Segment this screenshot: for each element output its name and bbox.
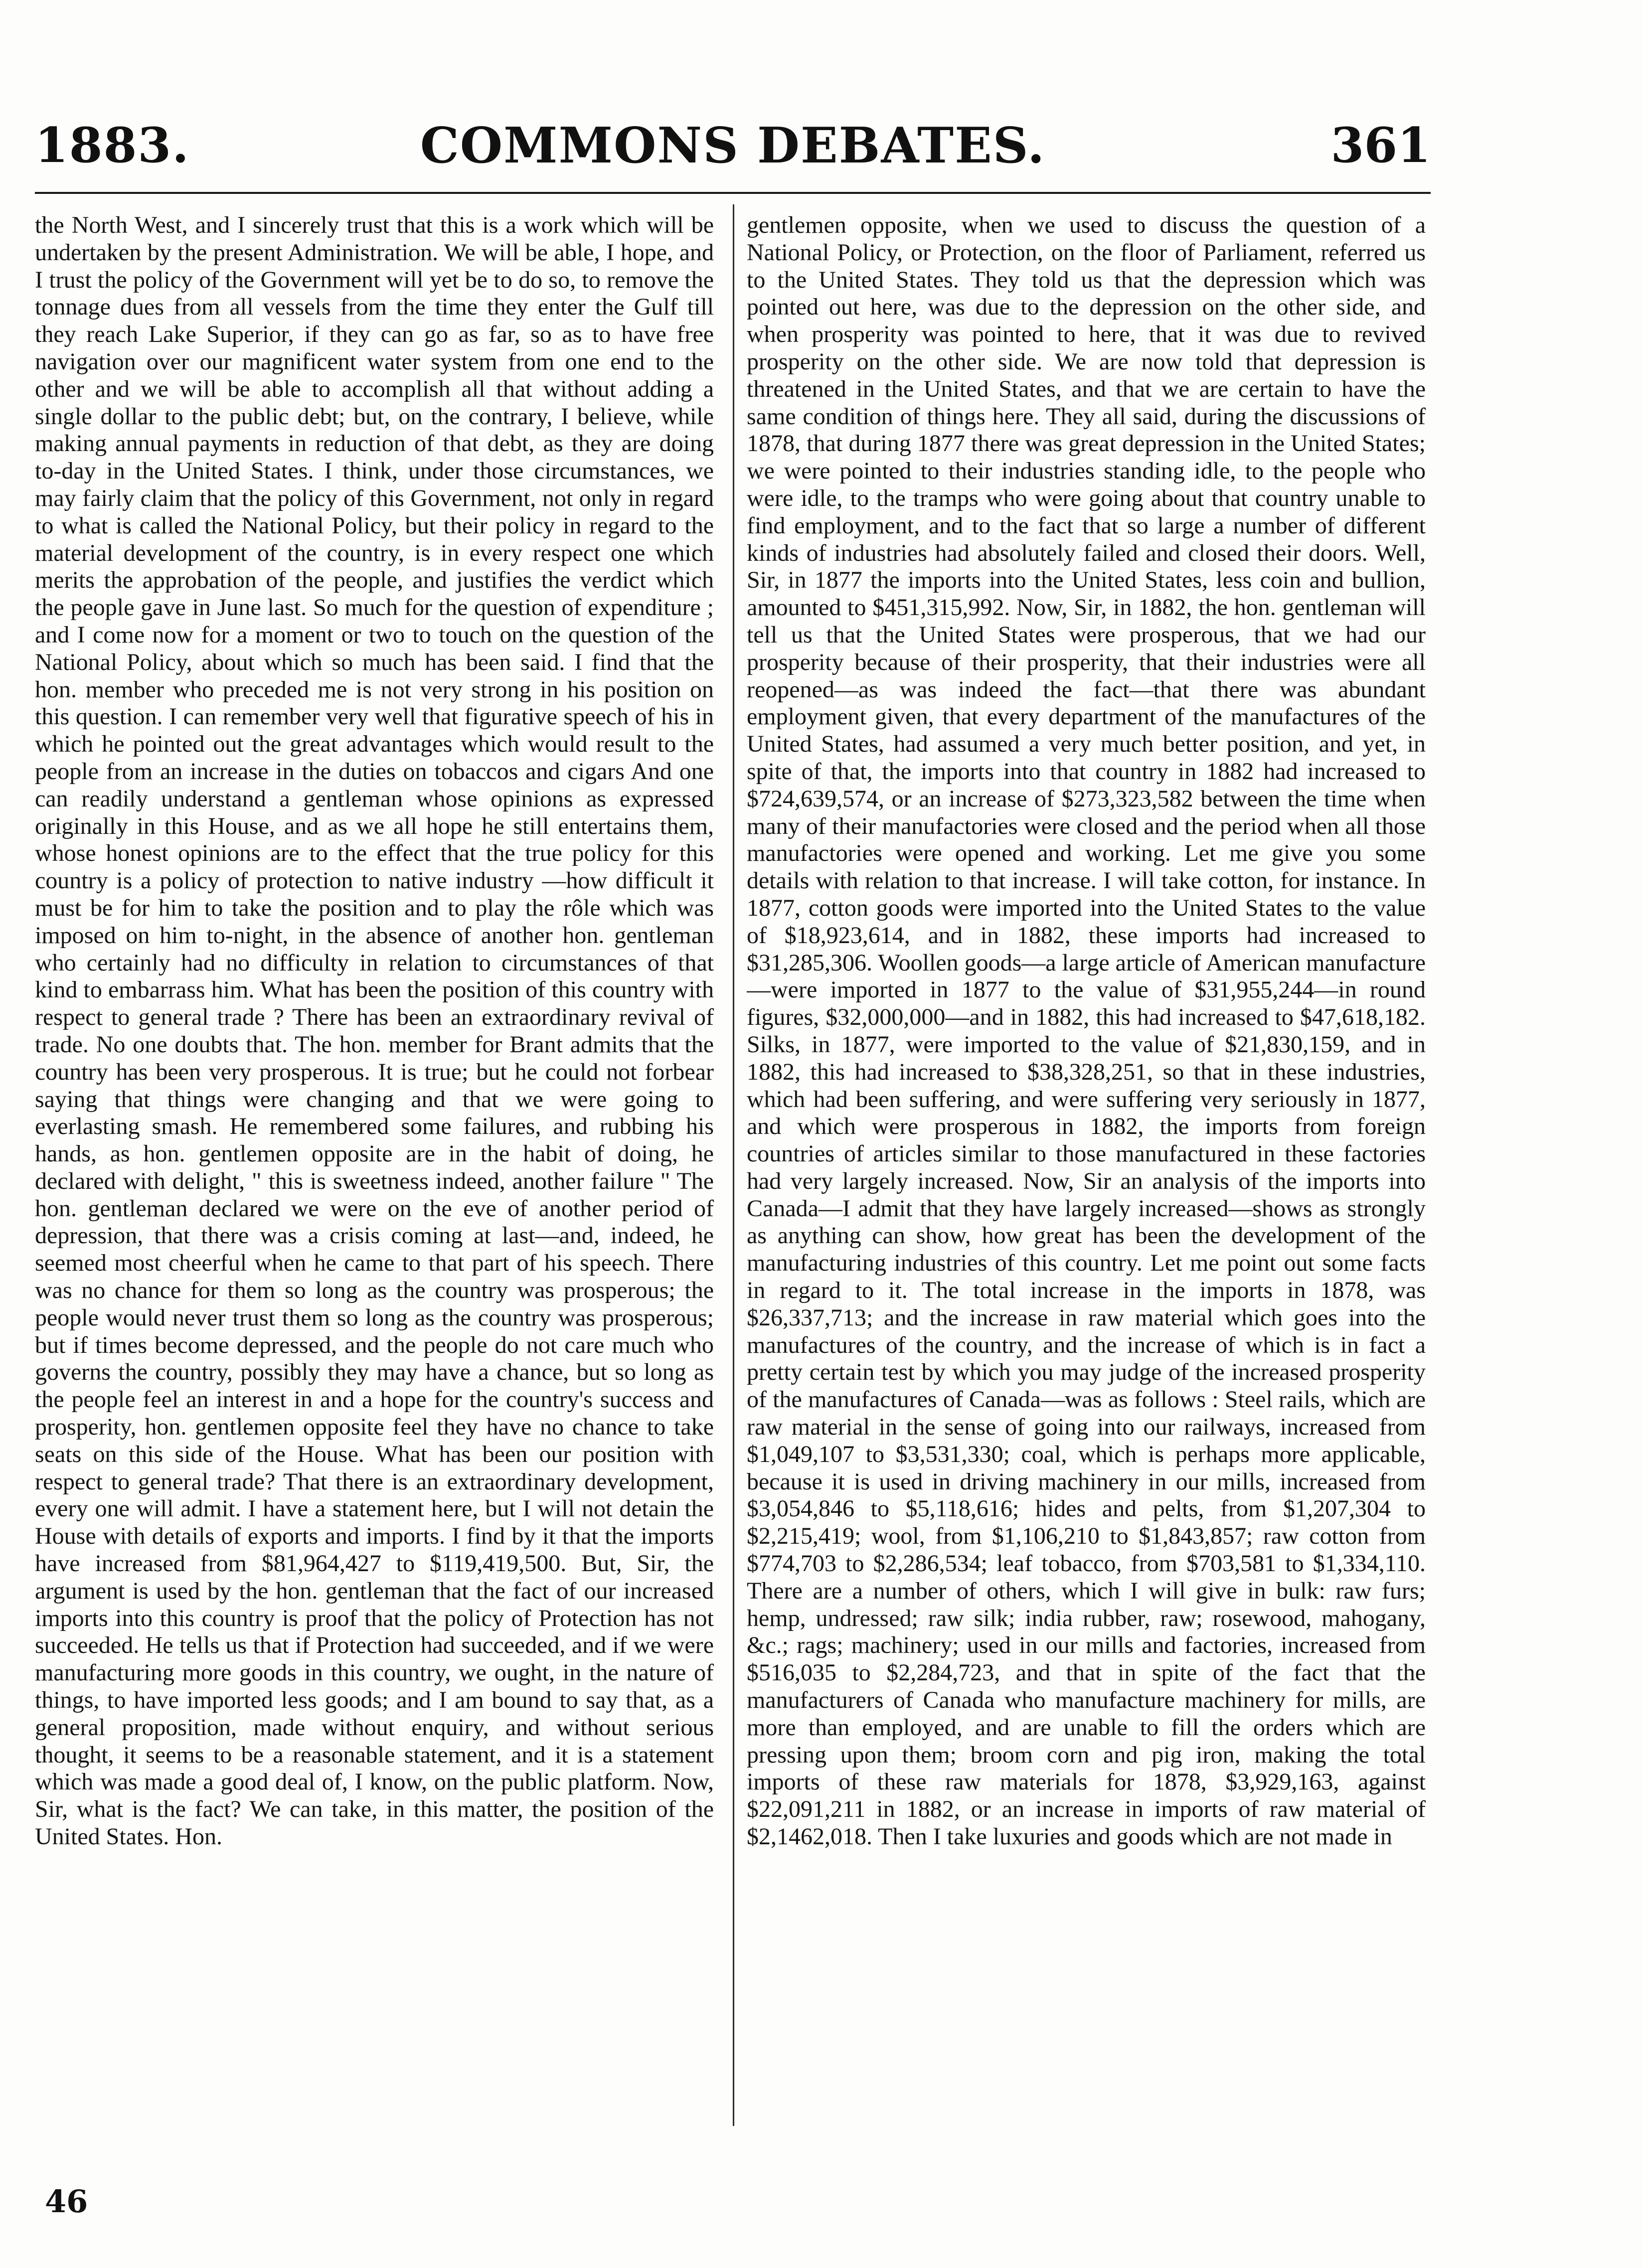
right-column-text: gentlemen opposite, when we used to discuss the question of a National Policy, or Protection, on the floor of Parliament, referred us to the United States. They told us that the depression which was pointed out here, was due to the depression on the other side, and when prosperity was pointed to here, that it was due to revived prosperity on the other side. We are now told that depression is threatened in the United States, and that we are certain to have the same condition of things here. They all said, during the discussions of 1878, that during 1877 there was great depression in the United States; we were pointed to their industries standing idle, to the people who were idle, to the tramps who were going about that country unable to find employment, and to the fact that so large a number of different kinds of industries had absolutely failed and closed their doors. Well, Sir, in 1877 the imports into the United States, less coin and bullion, amounted to $451,315,992. Now, Sir, in 1882, the hon. gentleman will tell us that the United States were prosperous, that we had our prosperity because of their prosperity, that their industries were all reopened—as was indeed the fact—that there was abundant employment given, that every department of the manufactures of the United States, had assumed a very much better position, and yet, in spite of that, the imports into that country in 1882 had increased to $724,639,574, or an increase of $273,323,582 between the time when many of their manufactories were closed and the period when all those manufactories were opened and working. Let me give you some details with relation to that increase. I will take cotton, for instance. In 1877, cotton goods were imported into the United States to the value of $18,923,614, and in 1882, these imports had increased to $31,285,306. Woollen goods—a large article of American manufacture—were imported in 1877 to the value of $31,955,244—in round figures, $32,000,000—and in 1882, this had increased to $47,618,182. Silks, in 1877, were imported to the value of $21,830,159, and in 1882, this had increased to $38,328,251, so that in these industries, which had been suffering, and were suffering very seriously in 1877, and which were prosperous in 1882, the imports from foreign countries of articles similar to those manufactured in these factories had very largely increased. Now, Sir an analysis of the imports into Canada—I admit that they have largely increased—shows as strongly as anything can show, how great has been the development of the manufacturing industries of this country. Let me point out some facts in regard to it. The total increase in the imports in 1878, was $26,337,713; and the increase in raw material which goes into the manufactures of the country, and the increase of which is in fact a pretty certain test by which you may judge of the increased prosperity of the manufactures of Canada—was as follows : Steel rails, which are raw material in the sense of going into our railways, increased from $1,049,107 to $3,531,330; coal, which is perhaps more applicable, because it is used in driving machinery in our mills, increased from $3,054,846 to $5,118,616; hides and pelts, from $1,207,304 to $2,215,419; wool, from $1,106,210 to $1,843,857; raw cotton from $774,703 to $2,286,534; leaf tobacco, from $703,581 to $1,334,110. There are a number of others, which I will give in bulk: raw furs; hemp, undressed; raw silk; india rubber, raw; rosewood, mahogany, &c.; rags; machinery; used in our mills and factories, increased from $516,035 to $2,284,723, and that in spite of the fact that the manufacturers of Canada who manufacture machinery for mills, are more than employed, and are unable to fill the orders which are pressing upon them; broom corn and pig iron, making the total imports of these raw materials for 1878, $3,929,163, against $22,091,211 in 1882, or an increase in imports of raw material of $2,1462,018. Then I take luxuries and goods which are not made in — [747, 212, 1426, 1850]
signature-mark: 46 — [45, 2183, 88, 2220]
header-title: COMMONS DEBATES. — [420, 117, 1046, 174]
page-header — [35, 117, 1431, 182]
header-page-number: 361 — [1330, 117, 1431, 173]
left-column — [35, 212, 714, 2181]
column-divider — [733, 204, 734, 2126]
header-rule — [35, 192, 1431, 194]
left-column-text: the North West, and I sincerely trust that this is a work which will be undertaken by the present Administration. We will be able, I hope, and I trust the policy of the Government will yet be to do so, to remove the tonnage dues from all vessels from the time they enter the Gulf till they reach Lake Superior, if they can go as far, so as to have free navigation over our magnificent water system from one end to the other and we will be able to accomplish all that without adding a single dollar to the public debt; but, on the contrary, I believe, while making annual payments in reduction of that debt, as they are doing to-day in the United States. I think, under those circumstances, we may fairly claim that the policy of this Government, not only in regard to what is called the National Policy, but their policy in regard to the material development of the country, is in every respect one which merits the approbation of the people, and justifies the verdict which the people gave in June last. So much for the question of expenditure ; and I come now for a moment or two to touch on the question of the National Policy, about which so much has been said. I find that the hon. member who preceded me is not very strong in his position on this question. I can remember very well that figurative speech of his in which he pointed out the great advantages which would result to the people from an increase in the duties on tobaccos and cigars And one can readily understand a gentleman whose opinions as expressed originally in this House, and as we all hope he still entertains them, whose honest opinions are to the effect that the true policy for this country is a policy of protection to native industry —how difficult it must be for him to take the position and to play the rôle which was imposed on him to-night, in the absence of another hon. gentleman who certainly had no difficulty in relation to circumstances of that kind to embarrass him. What has been the position of this country with respect to general trade ? There has been an extraordinary revival of trade. No one doubts that. The hon. member for Brant admits that the country has been very prosperous. It is true; but he could not forbear saying that things were changing and that we were going to everlasting smash. He remembered some failures, and rubbing his hands, as hon. gentlemen opposite are in the habit of doing, he declared with delight, " this is sweetness indeed, another failure " The hon. gentleman declared we were on the eve of another period of depression, that there was a crisis coming at last—and, indeed, he seemed most cheerful when he came to that part of his speech. There was no chance for them so long as the country was prosperous; the people would never trust them so long as the country was prosperous; but if times become depressed, and the people do not care much who governs the country, possibly they may have a chance, but so long as the people feel an interest in and a hope for the country's success and prosperity, hon. gentlemen opposite feel they have no chance to take seats on this side of the House. What has been our position with respect to general trade? That there is an extraordinary development, every one will admit. I have a statement here, but I will not detain the House with details of exports and imports. I find by it that the imports have increased from $81,964,427 to $119,419,500. But, Sir, the argument is used by the hon. gentleman that the fact of our increased imports into this country is proof that the policy of Protection has not succeeded. He tells us that if Protection had succeeded, and if we were manufacturing more goods in this country, we ought, in the nature of things, to have imported less goods; and I am bound to say that, as a general proposition, made without enquiry, and without serious thought, it seems to be a reasonable statement, and it is a statement which was made a good deal of, I know, on the public platform. Now, Sir, what is the fact? We can take, in this matter, the position of the United States. Hon. — [35, 212, 714, 1850]
right-column — [747, 212, 1426, 2181]
header-year: 1883. — [35, 117, 190, 173]
